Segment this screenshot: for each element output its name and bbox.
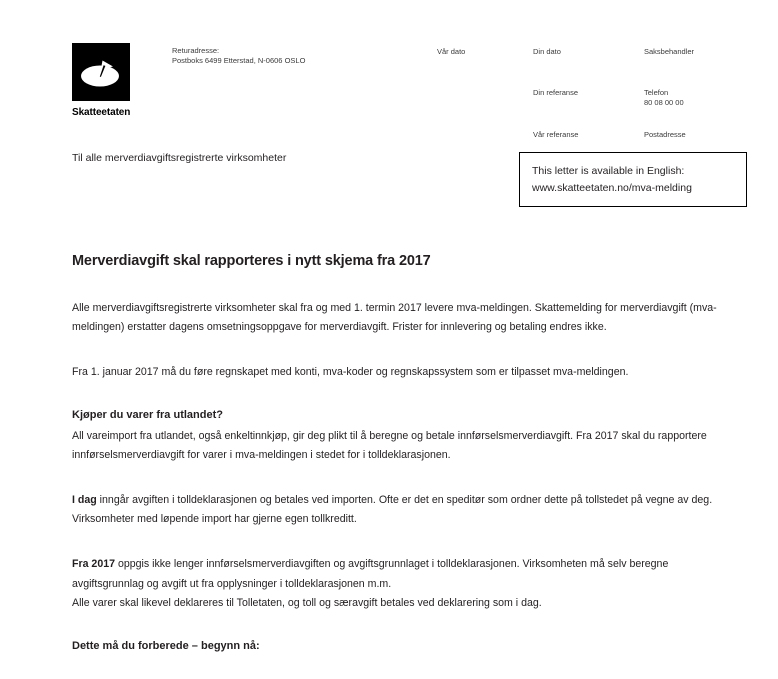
field-label-telephone: Telefon <box>644 88 669 97</box>
letter-body <box>72 252 732 655</box>
english-version-notice <box>519 152 747 207</box>
section-heading-import: Kjøper du varer fra utlandet? <box>72 408 223 421</box>
skatteetaten-logo <box>72 43 148 119</box>
paragraph-from-2017-lead: Fra 2017 <box>72 558 115 571</box>
field-label-our-reference: Vår referanse <box>533 130 579 139</box>
return-address-value: Postboks 6499 Etterstad, N-0606 OSLO <box>172 55 306 65</box>
paragraph-from-2017 <box>72 555 732 593</box>
field-label-postal-address: Postadresse <box>644 130 686 139</box>
addressee-line: Til alle merverdiavgiftsregistrerte virksomheter <box>72 152 287 164</box>
paragraph-from-2017-text: oppgis ikke lenger innførselsmerverdiavgiften og avgiftsgrunnlaget i tolldeklarasjonen. Virksomheten må selv beregne avgiftsgrunnlag og avgift ut fra opplysninger i tolldeklarasjonen m.m. <box>72 558 669 590</box>
skatteetaten-wordmark: Skatteetaten <box>72 107 131 118</box>
field-value-telephone: 80 08 00 00 <box>644 97 684 107</box>
paragraph-today-text: inngår avgiften i tolldeklarasjonen og betales ved importen. Ofte er det en speditør som ordner dette på tollstedet på vegne av deg. Virksomheter med løpende import har gjerne egen tollkreditt. <box>72 494 713 526</box>
paragraph-from-2017-extra: Alle varer skal likevel deklareres til Tolletaten, og toll og særavgift betales ved deklarering som i dag. <box>72 596 542 609</box>
paragraph-intro: Alle merverdiavgiftsregistrerte virksomheter skal fra og med 1. termin 2017 levere mva-meldingen. Skattemelding for merverdiavgift (mva-meldingen) erstatter dagens omsetningsoppgave for merverdiavgift. Frister for innlevering og betaling endres ikke. <box>72 302 717 334</box>
paragraph-accounting: Fra 1. januar 2017 må du føre regnskapet med konti, mva-koder og regnskapssystem som er tilpasset mva-meldingen. <box>72 366 629 379</box>
skatteetaten-logo-icon <box>72 43 130 101</box>
english-notice-url[interactable]: www.skatteetaten.no/mva-melding <box>532 182 692 194</box>
field-telephone <box>644 88 684 107</box>
paragraph-today <box>72 491 732 529</box>
field-label-your-reference: Din referanse <box>533 88 579 97</box>
paragraph-today-lead: I dag <box>72 494 97 507</box>
paragraph-import: All vareimport fra utlandet, også enkeltinnkjøp, gir deg plikt til å beregne og betale innførselsmerverdiavgift. Fra 2017 skal du rapportere innførselsmerverdiavgift for varer i mva-meldingen i stedet for i tolldeklarasjonen. <box>72 429 707 461</box>
page-title: Merverdiavgift skal rapporteres i nytt skjema fra 2017 <box>72 253 431 269</box>
return-address-label: Returadresse: <box>172 46 220 55</box>
english-notice-text: This letter is available in English: <box>532 165 685 177</box>
field-label-case-officer: Saksbehandler <box>644 47 695 56</box>
letterhead <box>0 0 778 145</box>
return-address <box>172 46 305 65</box>
field-label-your-date: Din dato <box>533 47 561 56</box>
section-heading-prepare: Dette må du forberede – begynn nå: <box>72 640 260 653</box>
field-label-our-date: Vår dato <box>437 47 466 56</box>
